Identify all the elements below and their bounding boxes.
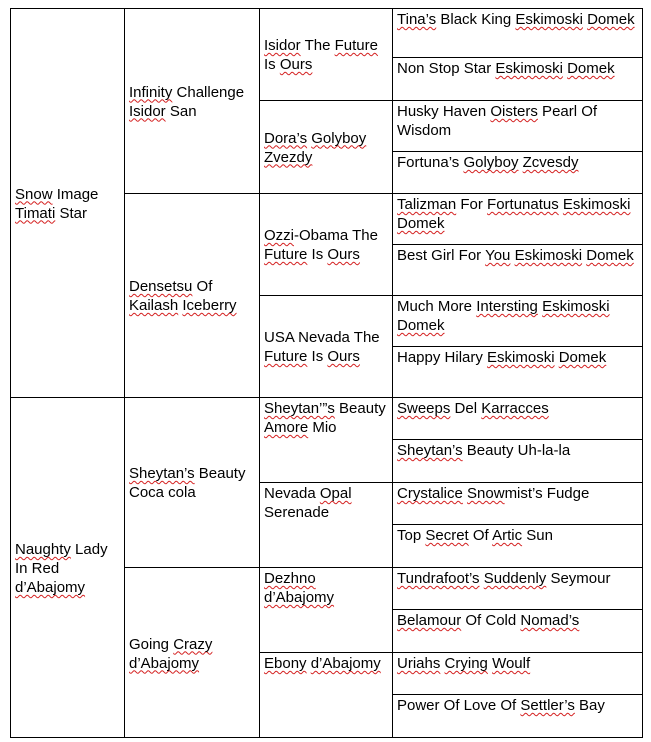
gen2-sd (124, 193, 259, 397)
gen2-sd-name: Densetsu Of Kailash Iceberry (129, 278, 237, 314)
gen1-sire-name: Snow Image Timati Star (15, 185, 99, 222)
gen4-ddds-name: Uriahs Crying Woulf (397, 655, 531, 672)
gen3-ddd (259, 652, 392, 738)
gen4-sdds (392, 295, 642, 346)
gen3-sds-name: Ozzi-Obama The Future Is Ours (264, 227, 378, 263)
gen4-dssd (392, 439, 642, 482)
gen4-dsdd-name: Top Secret Of Artic Sun (397, 527, 553, 544)
gen4-sdsd (392, 244, 642, 295)
gen3-sss (259, 8, 392, 100)
gen4-ddss-name: Tundrafoot’s Suddenly Seymour (397, 570, 611, 587)
gen4-dsds-name: Crystalice Snowmist’s Fudge (397, 485, 590, 502)
row-divider-gen4-a (392, 57, 643, 58)
gen3-sdd (259, 295, 392, 397)
gen4-dddd (392, 694, 642, 738)
gen4-sdss-name: Talizman For Fortunatus Eskimoski Domek (397, 196, 631, 232)
gen2-ds (124, 397, 259, 567)
row-divider-gen2-a (124, 193, 643, 194)
col-divider-2 (259, 8, 260, 738)
gen4-dsdd (392, 524, 642, 567)
gen3-dds (259, 567, 392, 652)
gen1-dam (10, 397, 124, 738)
gen3-ssd-name: Dora’s Golyboy Zvezdy (264, 129, 367, 166)
gen4-sddd-name: Happy Hilary Eskimoski Domek (397, 349, 607, 366)
gen4-ssss-name: Tina’s Black King Eskimoski Domek (397, 11, 635, 28)
gen4-ddsd-name: Belamour Of Cold Nomad’s (397, 612, 580, 629)
gen2-ss (124, 8, 259, 193)
gen2-dd-name: Going Crazy d’Abajomy (129, 635, 213, 672)
gen4-dsds (392, 482, 642, 524)
row-divider-gen3-c (259, 482, 643, 483)
table-border-left (10, 8, 11, 738)
gen3-dss (259, 397, 392, 482)
gen4-sdss (392, 193, 642, 244)
gen4-ssdd (392, 151, 642, 193)
gen1-dam-name: Naughty Lady In Red d’Abajomy (15, 541, 108, 596)
gen4-ddsd (392, 609, 642, 652)
row-divider-gen3-a (259, 100, 643, 101)
gen3-dds-name: Dezhno d’Abajomy (264, 570, 335, 606)
gen4-ssds-name: Husky Haven Oisters Pearl Of Wisdom (397, 103, 598, 139)
gen4-ssds (392, 100, 642, 151)
gen3-dsd (259, 482, 392, 567)
row-divider-gen4-f (392, 524, 643, 525)
gen4-dsss-name: Sweeps Del Karracces (397, 400, 549, 417)
gen4-ddds (392, 652, 642, 694)
col-divider-1 (124, 8, 125, 738)
table-border-bottom (10, 737, 643, 738)
row-divider-gen3-d (259, 652, 643, 653)
gen4-dssd-name: Sheytan’s Beauty Uh-la-la (397, 442, 571, 459)
gen3-sds (259, 193, 392, 295)
gen4-sdds-name: Much More Intersting Eskimoski Domek (397, 298, 610, 334)
row-divider-gen4-c (392, 244, 643, 245)
table-border-right (642, 8, 643, 738)
row-divider-gen4-e (392, 439, 643, 440)
gen4-dddd-name: Power Of Love Of Settler’s Bay (397, 697, 605, 714)
row-divider-gen4-h (392, 694, 643, 695)
gen4-sdsd-name: Best Girl For You Eskimoski Domek (397, 247, 634, 264)
gen4-sssd (392, 57, 642, 100)
gen4-ssdd-name: Fortuna’s Golyboy Zcvesdy (397, 154, 579, 171)
row-divider-gen4-g (392, 609, 643, 610)
row-divider-gen4-d (392, 346, 643, 347)
gen3-sdd-name: USA Nevada The Future Is Ours (264, 329, 380, 365)
row-divider-gen1 (10, 397, 643, 398)
gen4-sddd (392, 346, 642, 397)
row-divider-gen4-b (392, 151, 643, 152)
gen4-sssd-name: Non Stop Star Eskimoski Domek (397, 60, 615, 77)
gen2-ds-name: Sheytan’s Beauty Coca cola (129, 465, 246, 501)
gen3-ddd-name: Ebony d’Abajomy (264, 655, 381, 672)
gen3-ssd (259, 100, 392, 193)
col-divider-3 (392, 8, 393, 738)
gen3-dss-name: Sheytan’”s Beauty Amore Mio (264, 400, 386, 436)
row-divider-gen2-b (124, 567, 643, 568)
gen3-sss-name: Isidor The Future Is Ours (264, 37, 378, 73)
gen2-dd (124, 567, 259, 738)
gen4-ddss (392, 567, 642, 609)
gen1-sire (10, 8, 124, 397)
gen4-ssss (392, 8, 642, 57)
row-divider-gen3-b (259, 295, 643, 296)
gen4-dsss (392, 397, 642, 439)
gen2-ss-name: Infinity Challenge Isidor San (129, 83, 245, 120)
table-border-top (10, 8, 643, 9)
gen3-dsd-name: Nevada Opal Serenade (264, 485, 352, 521)
